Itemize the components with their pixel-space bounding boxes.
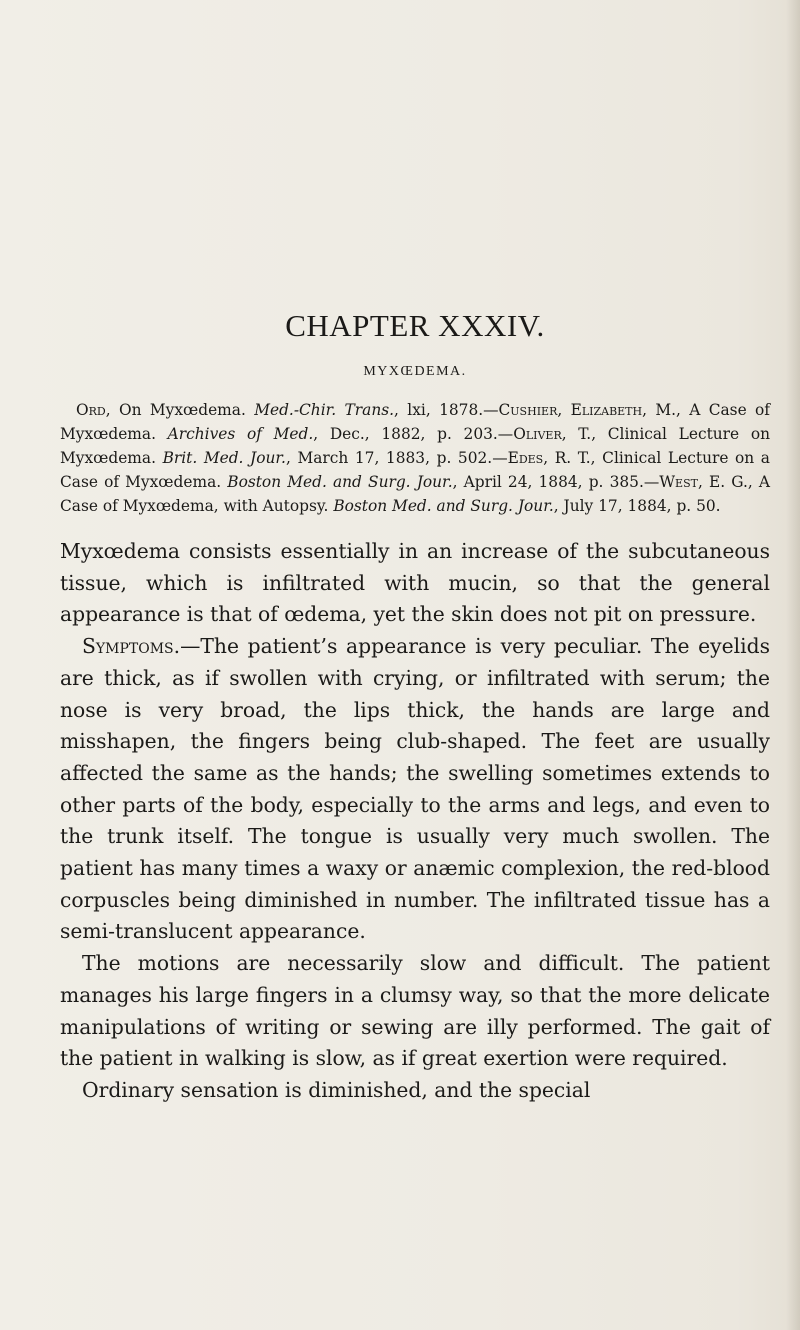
ref-journal: Brit. Med. Jour. (162, 449, 286, 467)
references-paragraph (60, 398, 770, 518)
ref-text: , T., Clinical Lecture on Myxœdema. (60, 425, 771, 467)
ref-journal: Boston Med. and Surg. Jour. (333, 497, 554, 515)
chapter-title: CHAPTER XXXIV. (285, 308, 545, 343)
ref-text: , March 17, 1883, p. 502.— (285, 449, 508, 467)
ref-author-oliver: Oliver (513, 425, 562, 443)
symptoms-paragraph (60, 631, 770, 948)
ref-text: , July 17, 1884, p. 50. (553, 497, 721, 515)
ref-author-edes: Edes (507, 449, 544, 467)
intro-paragraph: Myxœdema consists essentially in an increase of the subcutaneous tissue, which is infiltrated with mucin, so that the general appearance is that of œdema, yet the skin does not pit on pressure. (60, 539, 770, 627)
ref-text: , M., A Case of Myxœdema. (60, 401, 770, 443)
ref-journal: Med.-Chir. Trans. (254, 401, 395, 419)
ref-text: , April 24, 1884, p. 385.— (452, 473, 660, 491)
ref-text: , E. G., A Case of Myxœdema, with Autopsy. (60, 473, 771, 515)
ref-author-west: West (659, 473, 698, 491)
ref-author-ord: Ord (76, 401, 106, 419)
ref-text: , R. T., Clinical Lecture on a Case of Myxœdema. (60, 449, 770, 491)
page-edge-shadow (786, 0, 800, 1330)
ref-journal: Archives of Med. (167, 425, 314, 443)
sensation-paragraph: Ordinary sensation is diminished, and the special (82, 1077, 591, 1102)
ref-text: , lxi, 1878.— (394, 401, 499, 419)
symptoms-text: —The patient’s appearance is very peculiar. The eyelids are thick, as if swollen with crying, or infiltrated with serum; the nose is very broad, the lips thick, the hands are large and misshapen, the fingers being club-shaped. The feet are usually affected the same as the hands; the swelling sometimes extends to other parts of the body, especially to the arms and legs, and even to the trunk itself. The tongue is usually very much swollen. The patient has many times a waxy or anæmic complexion, the red-blood corpuscles being diminished in number. The infiltrated tissue has a semi-translucent appearance. (60, 634, 770, 944)
page-content (60, 308, 770, 1107)
ref-text: , On Myxœdema. (105, 401, 255, 419)
ref-journal: Boston Med. and Surg. Jour. (227, 473, 453, 491)
ref-author-cushier: Cushier, Elizabeth (498, 401, 643, 419)
section-title: MYXŒDEMA. (363, 364, 467, 379)
motions-paragraph: The motions are necessarily slow and difficult. The patient manages his large fingers in a clumsy way, so that the more delicate manipulations of writing or sewing are illy performed. The gait of the patient in walking is slow, as if great exertion were required. (60, 951, 770, 1071)
ref-text: , Dec., 1882, p. 203.— (313, 425, 514, 443)
symptoms-heading: Symptoms. (82, 634, 181, 659)
